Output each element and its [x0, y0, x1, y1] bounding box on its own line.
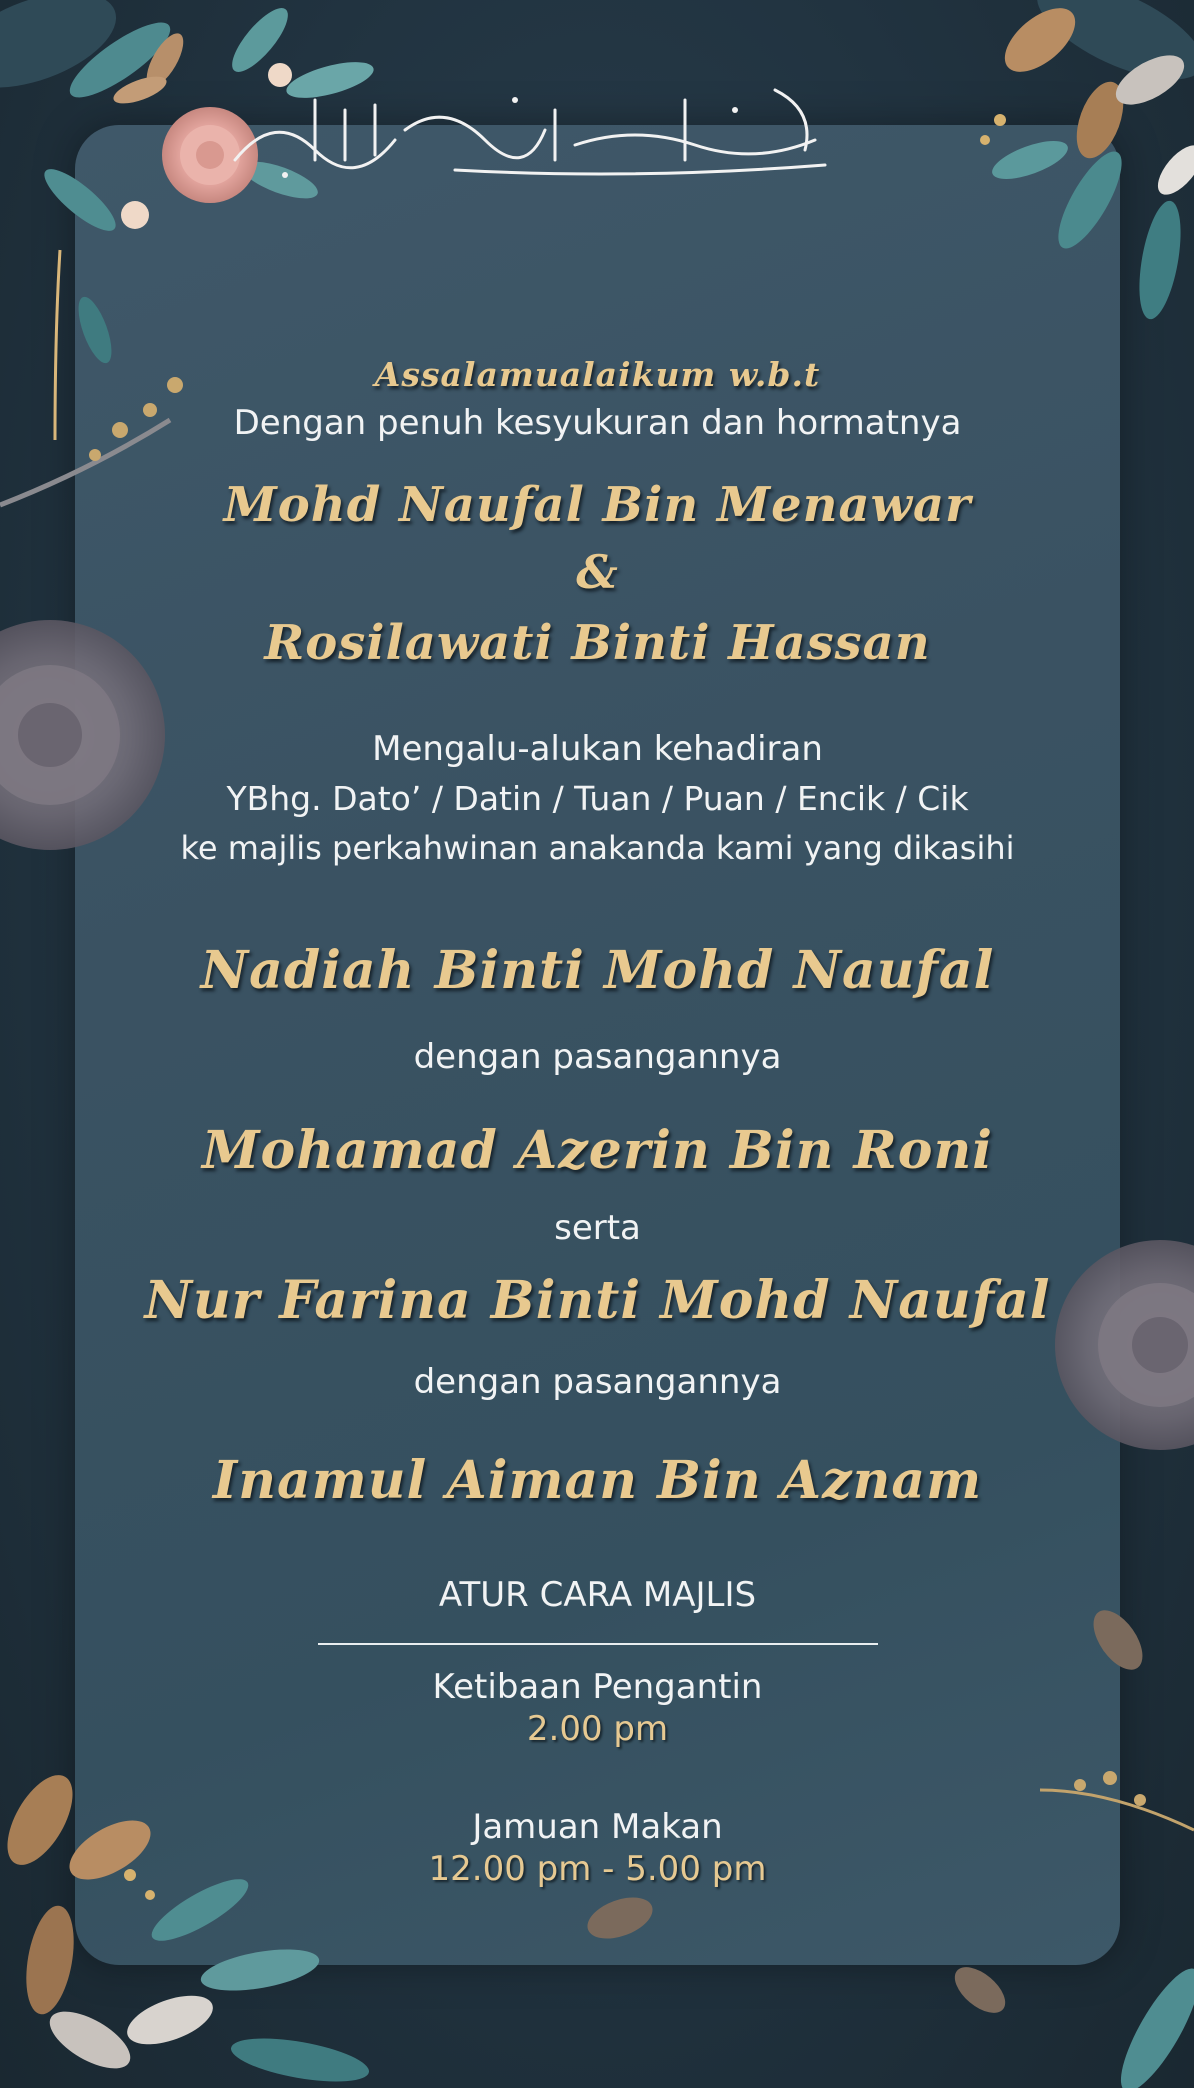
welcome-line-1: Mengalu-alukan kehadiran: [372, 729, 823, 769]
schedule-divider: [318, 1643, 878, 1645]
parent-father-name: Mohd Naufal Bin Menawar: [223, 477, 972, 533]
schedule-item-2-time: 12.00 pm - 5.00 pm: [428, 1849, 767, 1889]
groom-1-name: Mohamad Azerin Bin Roni: [201, 1120, 993, 1181]
intro-text: Dengan penuh kesyukuran dan hormatnya: [233, 403, 962, 443]
couple-joiner: serta: [554, 1208, 641, 1248]
couple-1-connector: dengan pasangannya: [413, 1037, 782, 1077]
parent-mother-name: Rosilawati Binti Hassan: [264, 615, 931, 671]
schedule-item-2-label: Jamuan Makan: [472, 1807, 723, 1847]
bride-2-name: Nur Farina Binti Mohd Naufal: [144, 1270, 1051, 1331]
couple-2-connector: dengan pasangannya: [413, 1362, 782, 1402]
salam-greeting: Assalamualaikum w.b.t: [374, 355, 821, 394]
schedule-item-1-label: Ketibaan Pengantin: [432, 1667, 763, 1707]
groom-2-name: Inamul Aiman Bin Aznam: [212, 1450, 983, 1511]
schedule-title: ATUR CARA MAJLIS: [438, 1575, 757, 1615]
welcome-line-2: YBhg. Dato’ / Datin / Tuan / Puan / Encik / Cik: [226, 779, 969, 818]
invitation-content: [75, 125, 1120, 1965]
schedule-item-1-time: 2.00 pm: [526, 1709, 669, 1749]
bride-1-name: Nadiah Binti Mohd Naufal: [200, 940, 995, 1001]
ampersand: &: [576, 545, 619, 599]
welcome-line-3: ke majlis perkahwinan anakanda kami yang dikasihi: [180, 829, 1015, 867]
